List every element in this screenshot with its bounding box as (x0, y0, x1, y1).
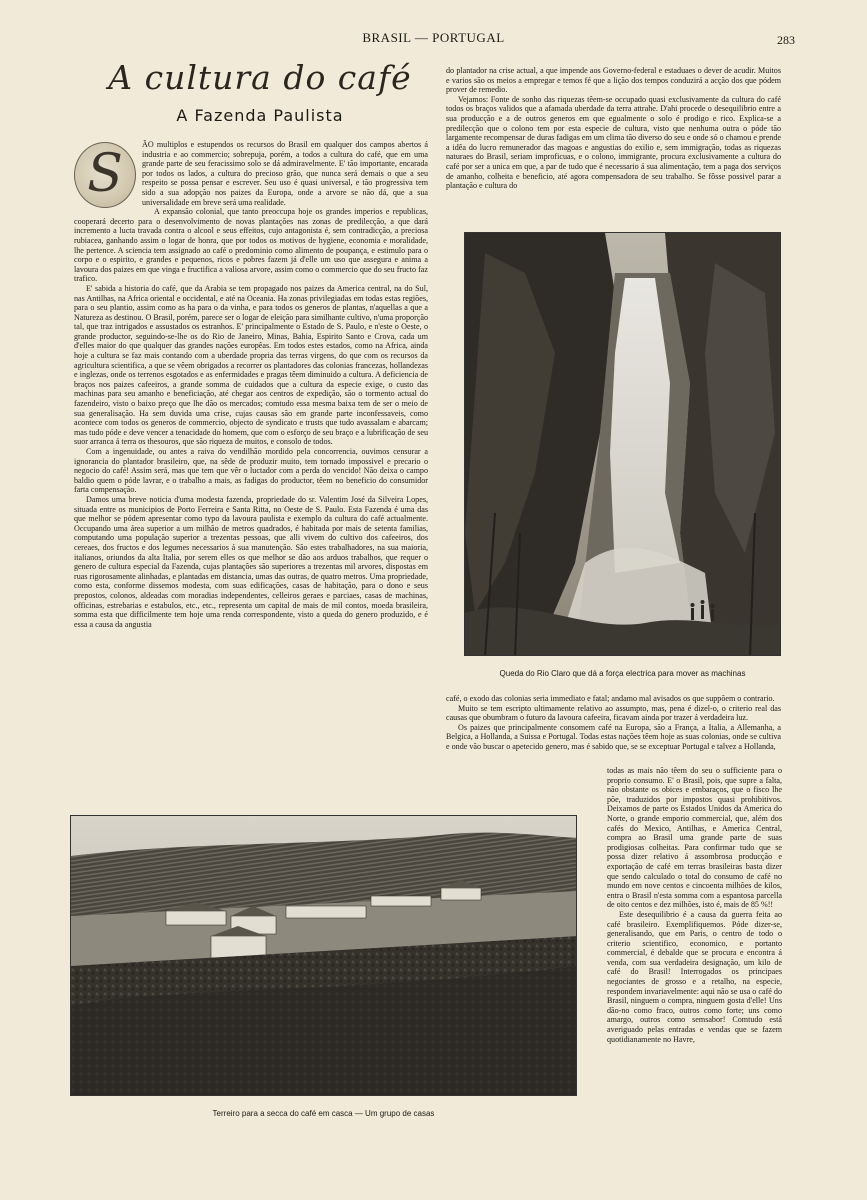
paragraph: Os paizes que principalmente consomem café na Europa, são a França, a Italia, a Allemanha, a Belgica, a Hollanda, a Suissa e Portugal. Todas estas nações têem hoje as suas colonias, onde se cultiva e onde vão buscar o apetecido genero, mas é sabido que, se se exceptuar Portugal e talvez a Hollanda, (446, 722, 781, 751)
paragraph: Damos uma breve noticia d'uma modesta fazenda, propriedade do sr. Valentim José da Silveira Lopes, situada entre os municipios de Porto Ferreira e Santa Ritta, no Oeste de S. Paulo. Esta Fazenda é uma das que melhor se pódem apresentar como typo da lavoura paulista e exemplo da cultura do café actualmente. Occupando uma área superior a um milhão de metros quadrados, é habitada por mais de setenta familias, computando uma população superior a trezentas pessoas, que alli vivem do cultivo dos cafeeiros, dos cereaes, dos fructos e dos legumes necessarios á sua manutenção. São estes trabalhadores, na sua maioria, italianos, oriundos da alta Italia, por serem elles os que melhor se dão aos arduos trabalhos, que requer o genero de cultura especial da Fazenda, cujas plantações são superiores a trezentas mil arvores, dispostas em ruas rigorosamente alinhadas, e plantadas em distancia, umas das outras, de quatro metros. Uma propriedade, como esta, conforme dissemos modesta, com suas edificações, casas de habitação, para o dono e seus prepostos, colonos, aldeadas com moradias independentes, celleiros geraes e parciaes, casas de machinas, officinas, estrebarias e estabulos, etc., etc., representa um capital de mais de mil contos, moeda brasileira, somma esta que difficilmente tem hoje uma renda correspondente, visto a queda do genero produzido, e é essa a causa da angustia (74, 494, 428, 629)
article-column-right-mid (446, 694, 781, 766)
farm-photo (70, 815, 577, 1096)
article-subtitle: A Fazenda Paulista (176, 106, 344, 125)
paragraph: ÃO multiplos e estupendos os recursos do Brasil em qualquer dos campos abertos á industria e ao commercio; sobrepuja, porém, a todos a cultura do café, que em uma grande parte de seu feracissimo solo se dá admiravelmente. E' tão importante, encarada por todos os lados, a cultura do precioso grão, que nunca será demais o que a seu respeito se possa pensar e escrever. Seu uso é quasi universal, e tão progressiva tem sido a sua adopção nos paizes da Europa, onde a arvore se não dá, que a sua universalidade em breve será uma realidade. (142, 140, 428, 207)
paragraph: A expansão colonial, que tanto preoccupa hoje os grandes imperios e republicas, cooperará decerto para o desenvolvimento de novas plantações nas zonas de predilecção, a que dará incremento a lucta travada contra o alcool e seus effeitos, cujo antagonista é, sem contradicção, a preciosa rubiacea, ganhando assim o logar de honra, que por todos os motivos de hygiene, economia e moralidade, lhe pertence. A sciencia tem assignado ao café o predominio como alimento de poupança, e estimulo para o corpo e o espirito, e grandes e pequenos, ricos e pobres fazem já d'elle um uso que assegura e anima a lavoura dos paizes em que vinga e fructifica a valiosa arvore, assim como o commercio que do seu fructo faz trafico. (74, 207, 428, 284)
paragraph: do plantador na crise actual, a que impende aos Governo-federal e estaduaes o dever de acudir. Muitos e varios são os meios a empregar e temos fé que a lição dos tempos conduzirá a acção dos que pódem prover de remedio. (446, 66, 781, 95)
paragraph: Muito se tem escripto ultimamente relativo ao assumpto, mas, pena é dizel-o, o criterio real das causas que obumbram o futuro da lavoura cafeeira, ficavam ainda por trazer á verdadeira luz. (446, 703, 781, 723)
paragraph: E' sabida a historia do café, que da Arabia se tem propagado nos paizes da America central, na do Sul, nas Antilhas, na Africa oriental e occidental, e até na Oceania. Ha zonas privilegiadas em todas estas regiões, para o seu plantio, assim como as ha para o da vinha, e para todos os generos de plantas, n'aquellas a que a Natureza as destinou. O Brasil, porém, parece ser o logar de eleição para similhante cultivo, n'uma proporção tal, que traz intrigados e assustados os estranhos. E' principalmente o Estado de S. Paulo, e n'este o Oeste, o grande productor, seguindo-se-lhe os do Rio de Janeiro, Minas, Bahia, Espirito Santo e Crova, cada um d'elles maior do que qualquer das grandes nações europêas. Em todos estes estados, como na Africa, ainda hoje a cultura se faz mais contando com a uberdade propria das terras virgens, do que com os recursos da agricultura scientifica, a que se vêem obrigados a recorrer os plantadores das colonias francezas, hollandezas e inglezas, onde os terrenos esgotados e as enfermidades e pragas têem diminuido a cultura. A deficiencia de braços nos paizes cafeeiros, a grande somma de cuidados que a cultura da especie exige, o custo das machinas para seu amanho e beneficiação, até chegar aos centros de expedição, são o tormento actual do fazendeiro, visto o baixo preço que lhe dão os mercados; comtudo essa mesma baixa tem de ser o meio de sua generalisação. Ha sem duvida uma crise, cujas causas são em grande parte inconfessaveis, como acontece com todos os generos de commercio, objecto de syndicato e trusts que tudo avassalam e abarcam; mas tudo póde e deve vencer a tenacidade do homem, que com o esforço de seu braço e a lubrificação de seu suor arranca á terra os thesouros, que são riqueza de muitos, e consolo de todos. (74, 283, 428, 447)
farm-caption: Terreiro para a secca do café em casca — Um grupo de casas (212, 1109, 435, 1118)
dropcap-ornament: S (74, 142, 136, 208)
page-number: 283 (777, 33, 795, 47)
running-title: BRASIL — PORTUGAL (362, 30, 505, 45)
article-column-right-bottom (607, 766, 782, 1126)
waterfall-caption: Queda do Rio Claro que dá a força electrica para mover as machinas (499, 669, 746, 678)
article-column-left (74, 140, 428, 805)
paragraph: Com a ingenuidade, ou antes a raiva do vendilhão mordido pela concorrencia, ouvimos censurar a ignorancia do plantador brasileiro, que, na sêde de produzir muito, tem tornado impossivel e precario o negocio do café! Assim será, mas que tem que vêr o luctador com a perda do vencido! Não deixa o campo baldio quem o póde lavrar, e o trabalho a mais, as fadigas do productor, têem no beneficio do consumidor farta compensação. (74, 447, 428, 495)
paragraph: todas as mais não têem do seu o sufficiente para o proprio consumo. E' o Brasil, pois, que supre a falta, não obstante os obices e embaraços, que o fisco lhe põe, traduzidos por impostos quasi prohibitivos. Deixamos de parte os Estados Unidos da America do Norte, o grande emporio commercial, que, além dos cafés do Mexico, Antilhas, e America Central, compra ao Brasil uma grande parte de suas prodigiosas colheitas. Para confirmar tudo que se possa dizer relativo á assombrosa producção e exportação de café em terras brasileiras basta dizer que sendo calculado o total do consumo de café no mundo em nove centos e cincoenta milhões de kilos, entra o Brasil n'esta somma com a espantosa parcella de oito centos e dez milhões, isto é, mais de 85 %!! (607, 766, 782, 910)
paragraph: Este desequilibrio é a causa da guerra feita ao café brasileiro. Exemplifiquemos. Póde dizer-se, generalisando, que em Paris, o centro de todo o criterio scientifico, economico, e portanto commercial, é debalde que se procura e encontra á venda, com sua verdadeira designação, um kilo de café do Brasil! Interrogados os principaes negociantes de grosso e a retalho, na especie, respondem invariavelmente: aqui não se usa o café do Brasil, ninguem o compra, ninguem gosta d'elle! Uns dão-no como fraco, outros como forte; uns como amargo, outros como semsabor! Comtudo está averiguado pelas entradas e vendas que se fazem quotidianamente no Havre, (607, 909, 782, 1044)
paragraph: Vejamos: Fonte de sonho das riquezas têem-se occupado quasi exclusivamente da cultura do café todos os braços validos que a afamada uberdade da terra attrahe. D'ahi procede o desequilibrio entre a sua producção e a de outros generos em que egualmente o solo é prodigo e rico. Explica-se a predilecção que o colono tem por esta especie de cultura, visto que nenhuma outra o póde tão largamente recompensar de duras fadigas em um clima tão diverso do seu e onde só o chamou e prende a idêa do lucro remunerador das magoas e angustias do exilio e, sem immigração, todas as riquezas naturaes do Brasil, seriam improficuas, e o colono, immigrante, procura exclusivamente a cultura do café por ser a unica em que, a par de tudo que é necessario á sua alimentação, tem a paga dos serviços de amanho, colheita e beneficio, até agora compensadora de seu trabalho. Se fôsse possivel parar a plantação e cultura do (446, 94, 781, 191)
paragraph: café, o exodo das colonias seria immediato e fatal; andamo mal avisados os que suppõem o contrario. (446, 694, 775, 703)
article-column-right-top (446, 66, 781, 226)
waterfall-photo (464, 232, 781, 656)
article-title: A cultura do café (108, 58, 412, 97)
